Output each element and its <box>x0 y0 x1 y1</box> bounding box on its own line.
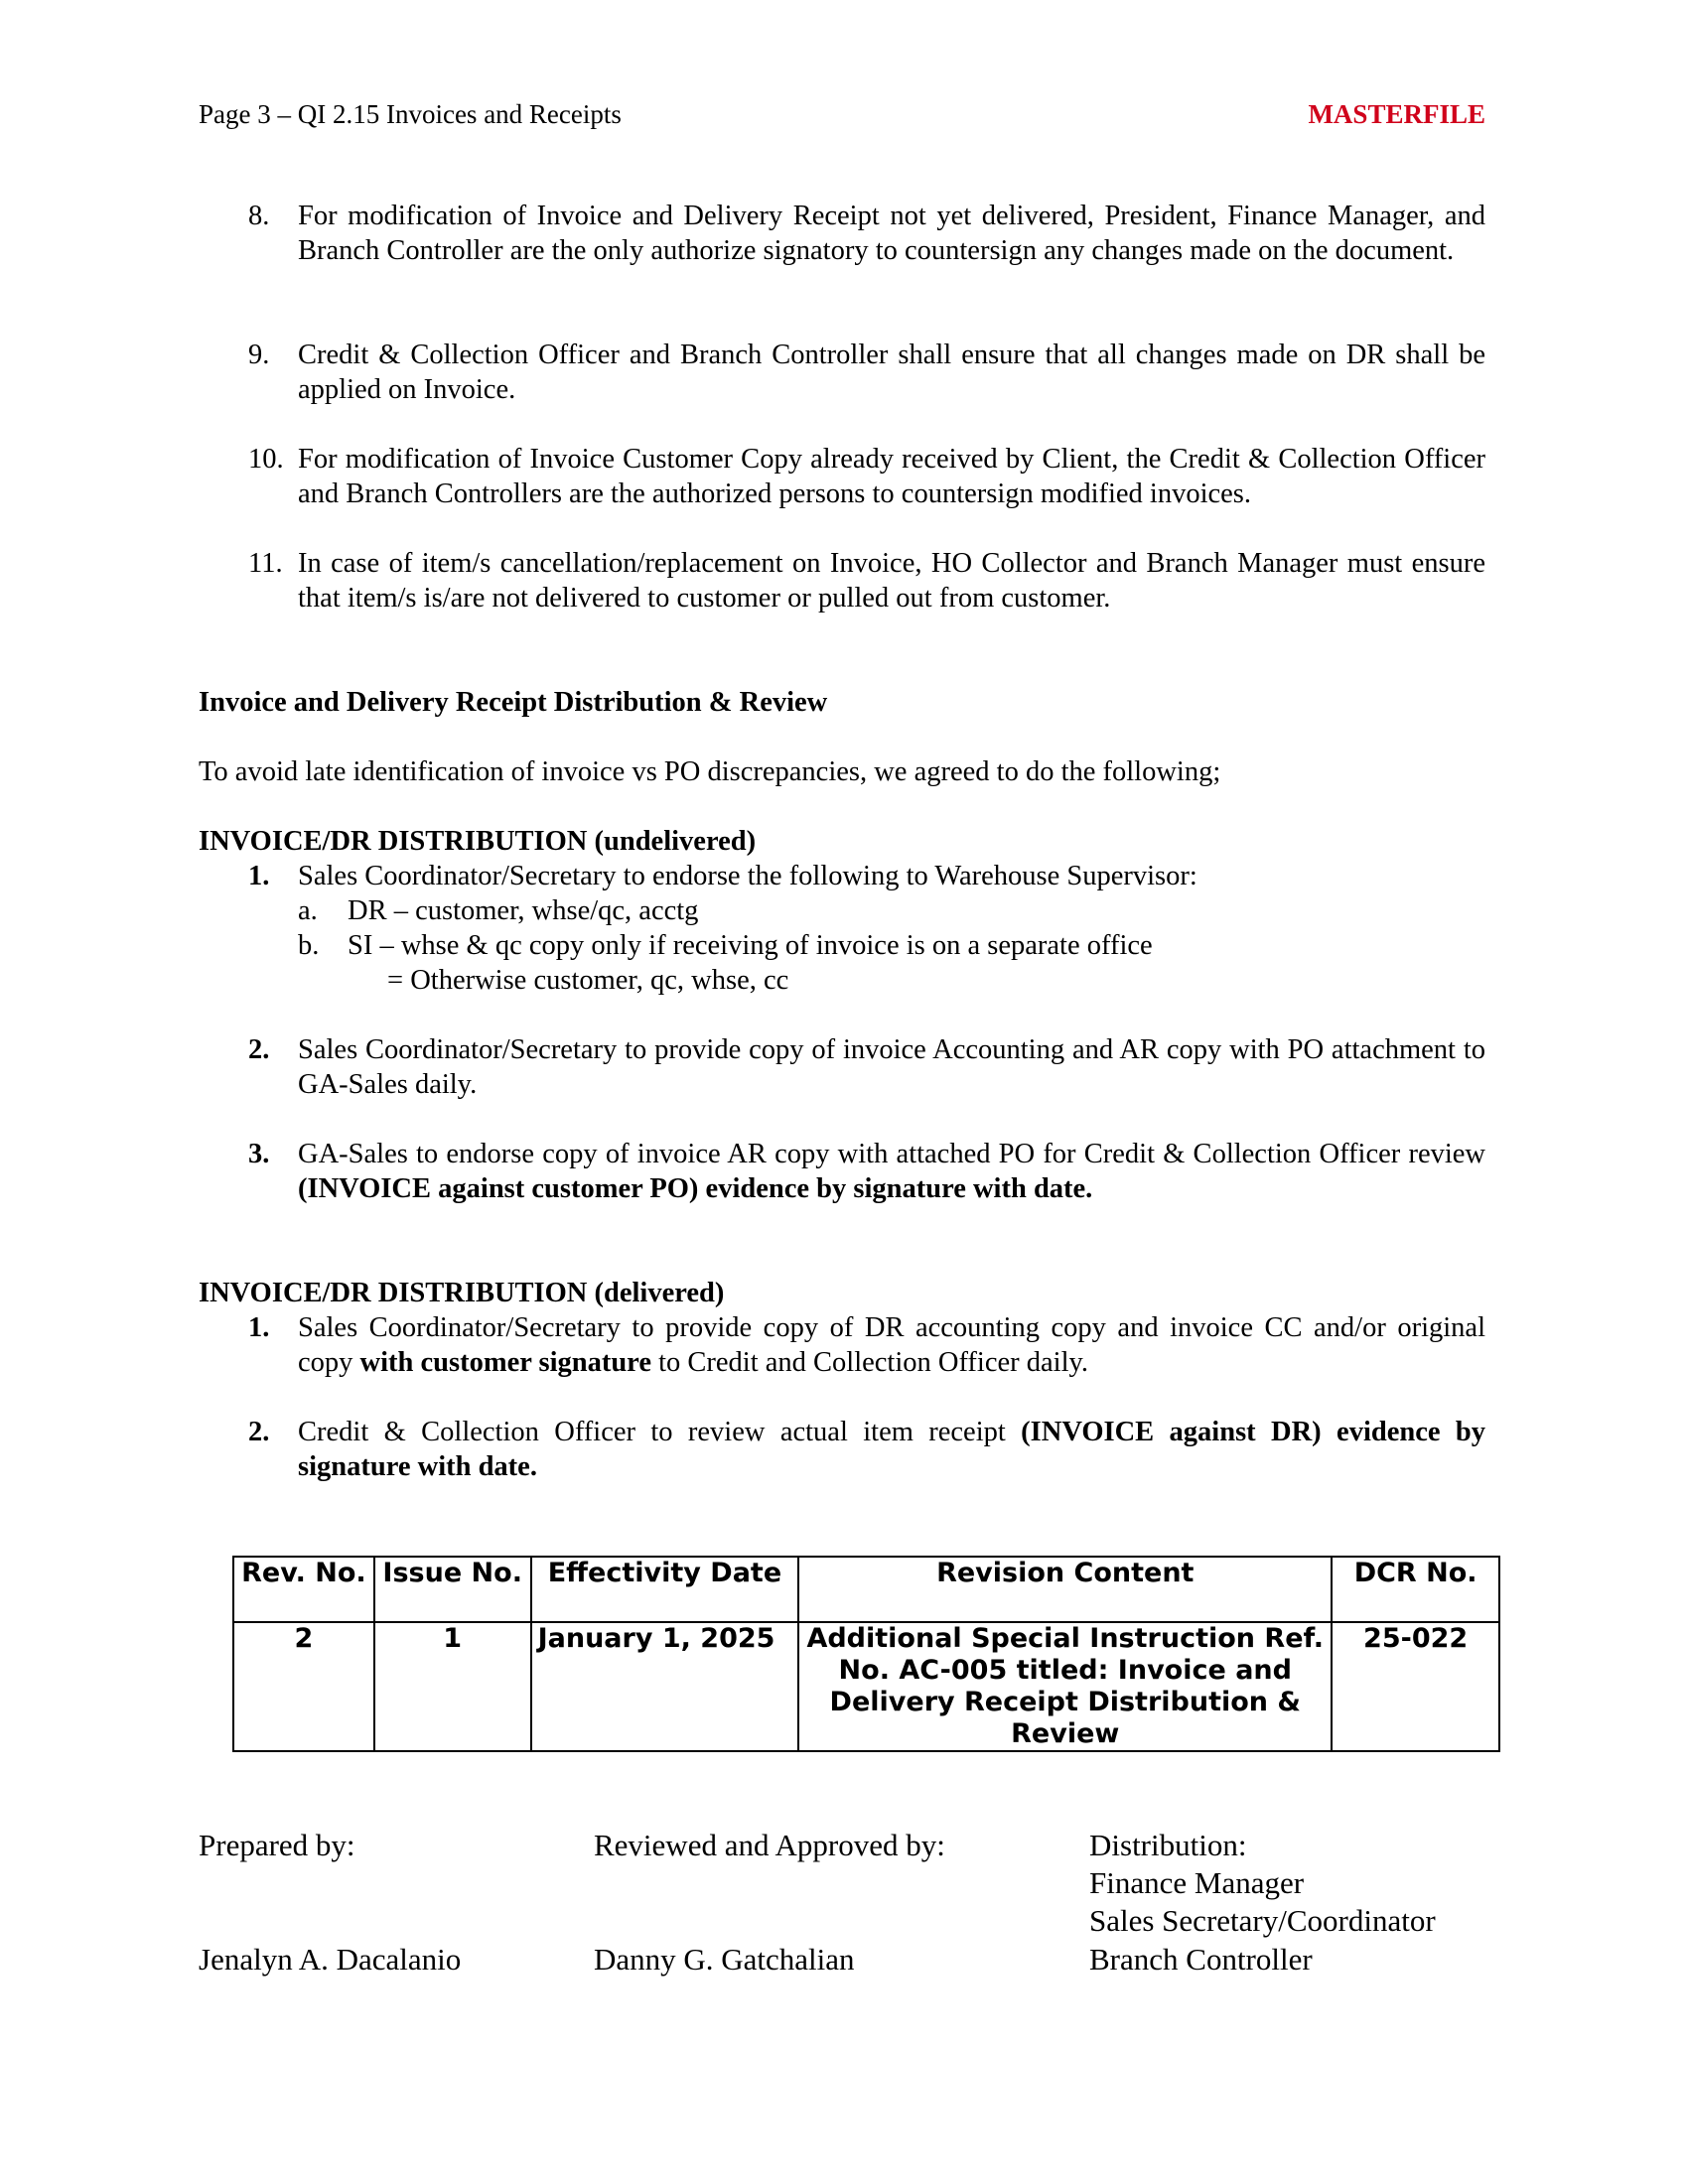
list-item-number: 1. <box>248 861 270 891</box>
list-item-text <box>298 1310 1485 1380</box>
distribution-item: Branch Controller <box>1089 1942 1313 1977</box>
list-item-text-bold: (INVOICE against customer PO) evidence by signature with date. <box>298 1173 1093 1204</box>
list-item-text-bold: (INVOICE against DR) evidence by signature with date. <box>298 1417 1485 1482</box>
undelivered-title: INVOICE/DR DISTRIBUTION (undelivered) <box>199 826 757 857</box>
table-cell: January 1, 2025 <box>531 1622 799 1751</box>
table-cell: 1 <box>374 1622 531 1751</box>
distribution-label: Distribution: <box>1089 1828 1247 1862</box>
list-item-text-plain: to Credit and Collection Officer daily. <box>650 1347 1089 1378</box>
section-intro: To avoid late identification of invoice vs PO discrepancies, we agreed to do the following; <box>199 756 1221 787</box>
list-item-number: 9. <box>248 340 270 370</box>
table-row <box>233 1622 1499 1751</box>
list-item-text: In case of item/s cancellation/replacement on Invoice, HO Collector and Branch Manager must ensure that item/s is/are not delivered to customer or pulled out from customer. <box>298 548 1485 614</box>
table-header-cell: Effectivity Date <box>531 1557 799 1622</box>
sub-item-marker: b. <box>298 930 320 961</box>
list-item-text: For modification of Invoice Customer Copy already received by Client, the Credit & Collection Officer and Branch Controllers are the authorized persons to countersign modified invoices. <box>298 444 1485 509</box>
table-cell: Additional Special Instruction Ref. No. AC-005 titled: Invoice and Delivery Receipt Distribution & Review <box>798 1622 1332 1751</box>
table-header-cell: Issue No. <box>374 1557 531 1622</box>
list-item-number: 1. <box>248 1312 270 1343</box>
header-page-info: Page 3 – QI 2.15 Invoices and Receipts <box>199 99 622 129</box>
list-item-text <box>298 1137 1485 1206</box>
list-item-text-plain: Credit & Collection Officer to review actual item receipt <box>298 1417 1022 1447</box>
sub-item-marker: a. <box>298 895 318 926</box>
list-item-number: 10. <box>248 444 284 475</box>
header-masterfile-label: MASTERFILE <box>1308 99 1485 129</box>
list-item-number: 2. <box>248 1417 270 1447</box>
prepared-by-name: Jenalyn A. Dacalanio <box>199 1942 462 1977</box>
list-item-number: 11. <box>248 548 283 579</box>
distribution-item: Finance Manager <box>1089 1865 1305 1900</box>
sub-item-text: SI – whse & qc copy only if receiving of invoice is on a separate office <box>348 930 1153 961</box>
reviewed-by-label: Reviewed and Approved by: <box>594 1828 945 1862</box>
list-item-number: 8. <box>248 201 270 231</box>
section-title: Invoice and Delivery Receipt Distribution & Review <box>199 687 828 718</box>
sub-item-text: DR – customer, whse/qc, acctg <box>348 895 699 926</box>
page-header <box>199 99 1485 133</box>
table-header-cell: Rev. No. <box>233 1557 374 1622</box>
delivered-title: INVOICE/DR DISTRIBUTION (delivered) <box>199 1278 725 1308</box>
reviewed-by-name: Danny G. Gatchalian <box>594 1942 855 1977</box>
sub-item-continuation: = Otherwise customer, qc, whse, cc <box>387 965 789 996</box>
list-item-text: Sales Coordinator/Secretary to endorse the following to Warehouse Supervisor: <box>298 861 1197 891</box>
list-item-text: For modification of Invoice and Delivery Receipt not yet delivered, President, Finance Manager, and Branch Controller are the only authorize signatory to countersign any changes made on the document. <box>298 201 1485 266</box>
list-item-text <box>298 1415 1485 1484</box>
table-cell: 25-022 <box>1332 1622 1499 1751</box>
table-header-row <box>233 1557 1499 1622</box>
list-item-number: 2. <box>248 1034 270 1065</box>
list-item-number: 3. <box>248 1139 270 1169</box>
list-item-text: Credit & Collection Officer and Branch Controller shall ensure that all changes made on DR shall be applied on Invoice. <box>298 340 1485 405</box>
list-item-text: Sales Coordinator/Secretary to provide copy of invoice Accounting and AR copy with PO attachment to GA-Sales daily. <box>298 1034 1485 1100</box>
table-cell: 2 <box>233 1622 374 1751</box>
prepared-by-label: Prepared by: <box>199 1828 355 1862</box>
table-header-cell: DCR No. <box>1332 1557 1499 1622</box>
revision-table <box>232 1556 1500 1752</box>
list-item-text-bold: with customer signature <box>359 1347 651 1378</box>
list-item-text-plain: GA-Sales to endorse copy of invoice AR copy with attached PO for Credit & Collection Officer review <box>298 1139 1485 1169</box>
distribution-item: Sales Secretary/Coordinator <box>1089 1903 1436 1938</box>
list-item-text-plain: Sales Coordinator/Secretary to provide copy of DR accounting copy and invoice CC and/or original copy <box>298 1312 1485 1378</box>
table-header-cell: Revision Content <box>798 1557 1332 1622</box>
